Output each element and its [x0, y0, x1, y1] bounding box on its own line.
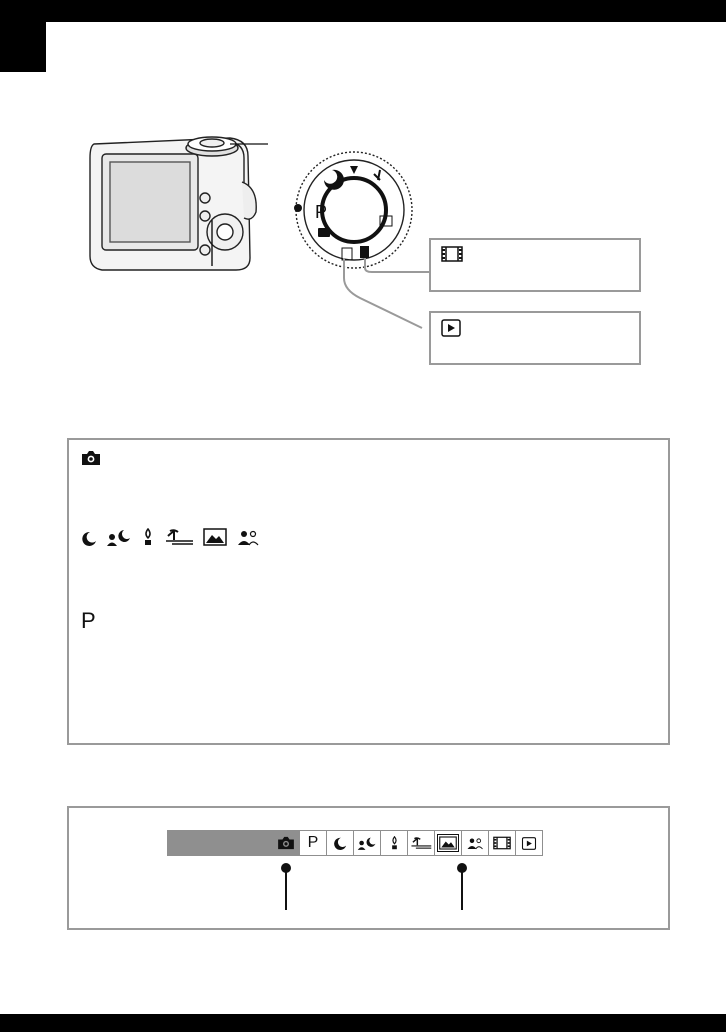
- mode-strip-panel: [67, 806, 670, 930]
- mode-description-panel: [67, 438, 670, 745]
- scene-mode-row: [81, 528, 260, 546]
- strip-label-area: [167, 830, 273, 856]
- strip-cell-candle[interactable]: [381, 830, 408, 856]
- movie-icon: [441, 246, 463, 262]
- strip-cell-auto[interactable]: [273, 830, 300, 856]
- movie-mode-callout: [429, 238, 641, 292]
- mode-strip: [167, 830, 543, 856]
- playback-icon: [441, 319, 461, 337]
- twilight-portrait-icon: [106, 528, 132, 546]
- twilight-icon: [81, 530, 97, 546]
- program-icon: P: [307, 834, 319, 851]
- selected-mode-pointer: [285, 868, 287, 910]
- strip-cell-twilight-portrait[interactable]: [354, 830, 381, 856]
- movie-icon: [493, 836, 511, 850]
- candle-icon: [389, 836, 400, 850]
- footer-bar: [0, 1014, 726, 1032]
- strip-cell-beach[interactable]: [408, 830, 435, 856]
- strip-cell-soft-snap[interactable]: [462, 830, 489, 856]
- strip-cell-program[interactable]: [300, 830, 327, 856]
- landscape-icon: [203, 528, 227, 546]
- header-bar: [0, 0, 726, 22]
- beach-icon: [410, 836, 432, 850]
- program-mode-label: P: [81, 608, 96, 633]
- landscape-icon: [439, 836, 457, 850]
- playback-icon: [521, 837, 537, 850]
- soft-snap-icon: [466, 836, 484, 850]
- soft-snap-icon: [236, 528, 260, 546]
- dial-program-label: P: [315, 202, 328, 222]
- camera-illustration: [80, 118, 660, 378]
- program-mode-row: [81, 610, 96, 632]
- page-marker-block: [0, 22, 46, 72]
- camera-icon: [277, 836, 295, 850]
- beach-icon: [164, 528, 194, 546]
- candle-icon: [141, 528, 155, 546]
- camera-icon: [81, 450, 101, 466]
- auto-mode-row: [81, 450, 101, 466]
- strip-cell-landscape[interactable]: [435, 830, 462, 856]
- strip-cell-playback[interactable]: [516, 830, 543, 856]
- twilight-portrait-icon: [357, 836, 377, 850]
- twilight-icon: [333, 836, 347, 850]
- strip-cell-twilight[interactable]: [327, 830, 354, 856]
- playback-mode-callout: [429, 311, 641, 365]
- strip-cell-movie[interactable]: [489, 830, 516, 856]
- boxed-mode-pointer: [461, 868, 463, 910]
- mode-dial: [294, 152, 430, 328]
- camera-body: [90, 137, 268, 270]
